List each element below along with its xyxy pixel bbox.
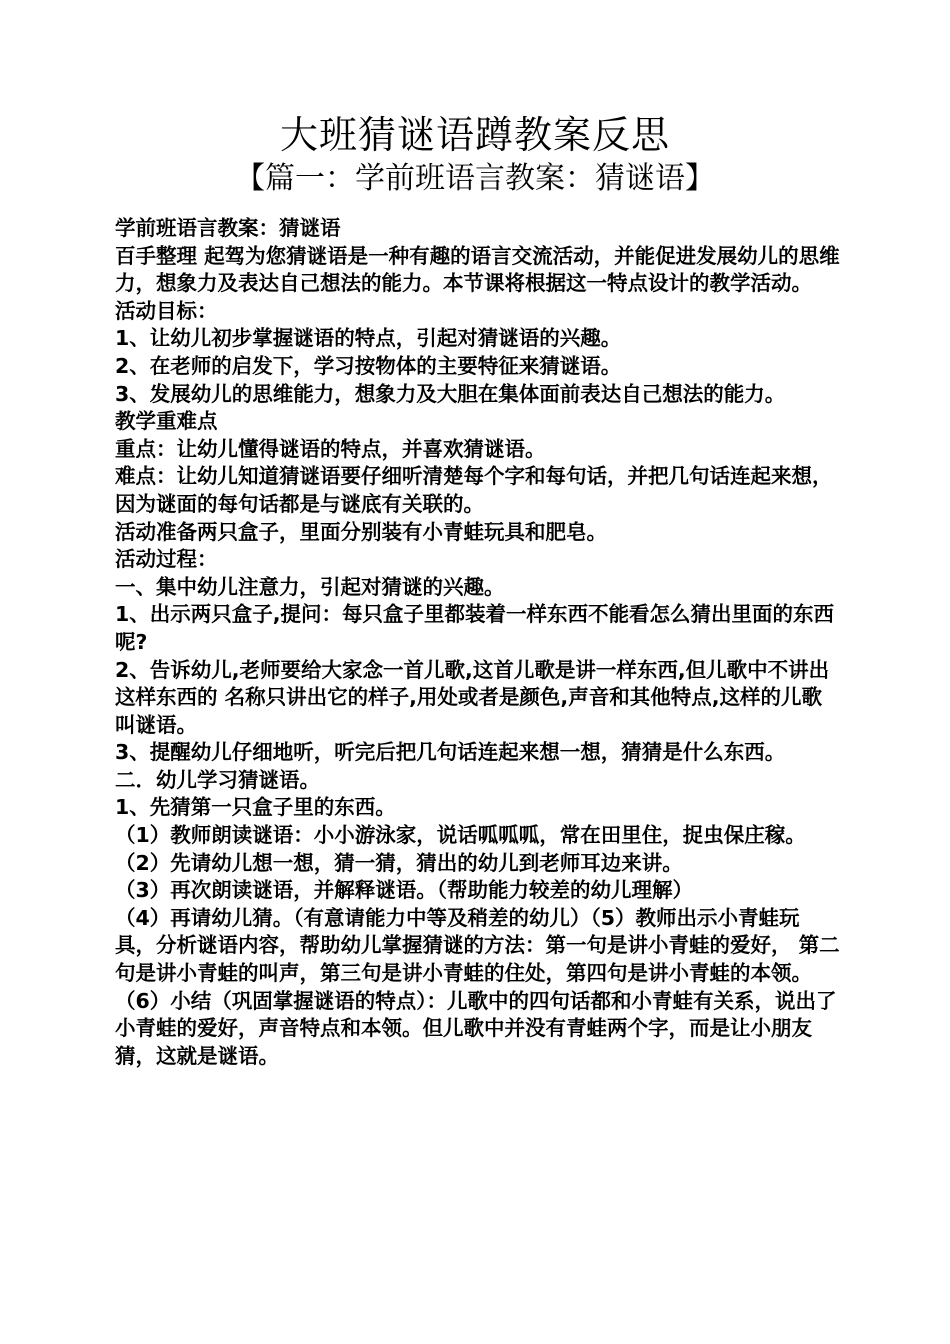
paragraph: 重点：让幼儿懂得谜语的特点，并喜欢猜谜语。	[115, 436, 546, 461]
paragraph: （2）先请幼儿想一想，猜一猜，猜出的幼儿到老师耳边来讲。	[115, 850, 683, 875]
paragraph: （6）小结（巩固掌握谜语的特点）：儿歌中的四句话都和小青蛙有关系，说出了小青蛙的爱好，声音特点和本领。但儿歌中并没有青蛙两个字，而是让小朋友猜，这就是谜语。	[115, 988, 837, 1068]
paragraph: 3、发展幼儿的思维能力，想象力及大胆在集体面前表达自己想法的能力。	[115, 381, 786, 406]
document-body	[115, 215, 840, 1070]
paragraph: （4）再请幼儿猜。（有意请能力中等及稍差的幼儿）（5）教师出示小青蛙玩具，分析谜语内容，帮助幼儿掌握猜谜的方法：第一句是讲小青蛙的爱好， 第二句是讲小青蛙的叫声，第三句是讲小青蛙的住处，第四句是讲小青蛙的本领。	[115, 905, 840, 986]
paragraph: 难点：让幼儿知道猜谜语要仔细听清楚每个字和每句话，并把几句话连起来想，因为谜面的每句话都是与谜底有关联的。	[115, 464, 833, 516]
paragraph: 百手整理 起驾为您猜谜语是一种有趣的语言交流活动，并能促进发展幼儿的思维力，想象力及表达自己想法的能力。本节课将根据这一特点设计的教学活动。	[115, 243, 840, 296]
paragraph: 2、告诉幼儿,老师要给大家念一首儿歌,这首儿歌是讲一样东西,但儿歌中不讲出这样东西的 名称只讲出它的样子,用处或者是颜色,声音和其他特点,这样的儿歌叫谜语。	[115, 657, 830, 737]
paragraph: 2、在老师的启发下，学习按物体的主要特征来猜谜语。	[115, 353, 622, 378]
paragraph: 活动过程：	[115, 547, 218, 572]
paragraph: （1）教师朗读谜语：小小游泳家，说话呱呱呱，常在田里住，捉虫保庄稼。	[115, 823, 806, 848]
paragraph: 1、让幼儿初步掌握谜语的特点，引起对猜谜语的兴趣。	[115, 326, 622, 351]
paragraph: （3）再次朗读谜语，并解释谜语。（帮助能力较差的幼儿理解）	[115, 878, 694, 903]
document-title: 大班猜谜语蹲教案反思	[279, 113, 670, 157]
paragraph: 活动准备两只盒子，里面分别装有小青蛙玩具和肥皂。	[115, 519, 607, 544]
document-subtitle: 【篇一：学前班语言教案：猜谜语】	[235, 161, 715, 196]
paragraph: 3、提醒幼儿仔细地听，听完后把几句话连起来想一想，猜猜是什么东西。	[115, 740, 786, 765]
paragraph: 学前班语言教案：猜谜语	[115, 216, 341, 240]
paragraph: 教学重难点	[115, 409, 218, 434]
paragraph: 活动目标：	[115, 298, 218, 323]
paragraph: 一、集中幼儿注意力，引起对猜谜的兴趣。	[115, 574, 505, 599]
paragraph: 1、出示两只盒子,提问：每只盒子里都装着一样东西不能看怎么猜出里面的东西呢?	[115, 602, 835, 654]
paragraph: 二．幼儿学习猜谜语。	[115, 767, 320, 792]
paragraph: 1、先猜第一只盒子里的东西。	[115, 795, 396, 820]
